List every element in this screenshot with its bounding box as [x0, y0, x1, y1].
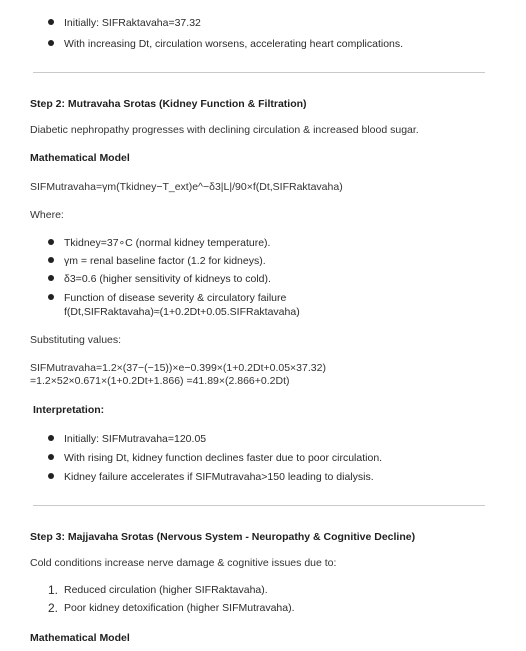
- step2-definition-list: [48, 236, 300, 319]
- bullet-icon: [48, 40, 54, 46]
- list-item: [48, 37, 403, 51]
- list-item: [48, 272, 300, 286]
- interpretation-heading: Interpretation:: [33, 404, 105, 416]
- list-number: 1.: [48, 583, 59, 597]
- bullet-icon: [48, 473, 54, 479]
- step3-model-heading: Mathematical Model: [30, 632, 130, 644]
- list-number: 2.: [48, 601, 59, 616]
- bullet-text-continuation: f(Dt,SIFRaktavaha)≈(1+0.2Dt+0.05.SIFRaktavaha): [64, 305, 300, 318]
- substituting-label: Substituting values:: [30, 334, 122, 346]
- list-item: [48, 451, 382, 465]
- bullet-text: γm = renal baseline factor (1.2 for kidneys).: [64, 255, 266, 268]
- list-item: [48, 16, 403, 30]
- section-divider: [33, 505, 485, 506]
- list-item: [48, 583, 295, 597]
- bullet-text: Kidney failure accelerates if SIFMutravaha>150 leading to dialysis.: [64, 471, 374, 484]
- bullet-icon: [48, 239, 54, 245]
- step3-title: Step 3: Majjavaha Srotas (Nervous System - Neuropathy & Cognitive Decline): [30, 531, 416, 543]
- bullet-text: Tkidney=37∘C (normal kidney temperature).: [64, 237, 271, 249]
- step2-where-label: Where:: [30, 209, 64, 221]
- list-item: [48, 470, 382, 484]
- bullet-text: Function of disease severity & circulatory failure: [64, 291, 287, 304]
- list-text: Reduced circulation (higher SIFRaktavaha).: [64, 584, 268, 596]
- list-item: [48, 236, 300, 250]
- calculation-line-1: SIFMutravaha=1.2×(37−(−15))×e−0.399×(1+0.2Dt+0.05×37.32): [30, 362, 326, 374]
- section-divider: [33, 72, 485, 73]
- step2-title: Step 2: Mutravaha Srotas (Kidney Function & Filtration): [30, 98, 307, 110]
- bullet-text: With rising Dt, kidney function declines faster due to poor circulation.: [64, 452, 383, 465]
- step2-intro: Diabetic nephropathy progresses with declining circulation & increased blood sugar.: [30, 124, 419, 136]
- step3-intro: Cold conditions increase nerve damage & cognitive issues due to:: [30, 557, 337, 569]
- bullet-text: Initially: SIFMutravaha=120.05: [64, 433, 207, 445]
- bullet-icon: [48, 454, 54, 460]
- step2-model-heading: Mathematical Model: [30, 152, 130, 164]
- bullet-text: δ3=0.6 (higher sensitivity of kidneys to cold).: [64, 273, 271, 286]
- bullet-icon: [48, 275, 54, 281]
- interpretation-list: [48, 432, 382, 485]
- step2-formula: SIFMutravaha=γm(Tkidney−T_ext)e^−δ3|L|/90×f(Dt,SIFRaktavaha): [30, 181, 343, 193]
- bullet-icon: [48, 435, 54, 441]
- step1-bullet-list: [48, 16, 403, 51]
- list-item: [48, 254, 300, 268]
- list-item: [48, 291, 300, 319]
- list-text: Poor kidney detoxification (higher SIFMutravaha).: [64, 602, 295, 615]
- bullet-icon: [48, 19, 54, 25]
- bullet-icon: [48, 294, 54, 300]
- bullet-text: Initially: SIFRaktavaha=37.32: [64, 17, 201, 29]
- step3-reasons-list: [48, 583, 295, 615]
- bullet-text: With increasing Dt, circulation worsens, accelerating heart complications.: [64, 38, 404, 51]
- calculation-line-2: =1.2×52×0.671×(1+0.2Dt+1.866) =41.89×(2.866+0.2Dt): [30, 375, 290, 387]
- list-item: [48, 432, 382, 446]
- list-item: [48, 601, 295, 615]
- bullet-icon: [48, 257, 54, 263]
